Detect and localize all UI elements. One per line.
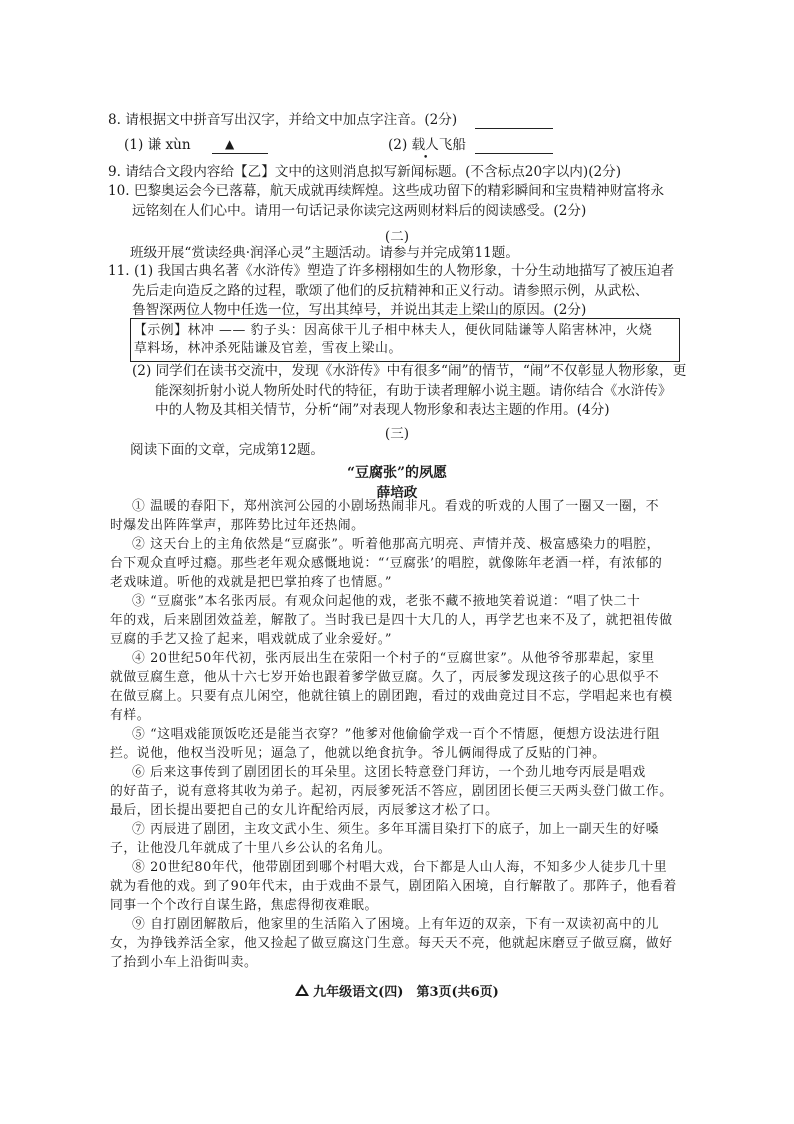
paragraph-line: 拦。说他，他权当没听见；逼急了，他就以绝食抗争。爷儿俩闹得成了反贴的门神。: [110, 746, 606, 761]
article-author: 薛培政: [376, 485, 418, 501]
section-three-heading: (三): [384, 426, 410, 442]
paragraph-line: 了抬到小车上沿街叫卖。: [110, 955, 258, 970]
paragraph-line: ④ 20世纪50年代初，张丙辰出生在荥阳一个村子的“豆腐世家”。从他爷爷那辈起，家里: [132, 651, 655, 666]
paragraph-line: 的好苗子，说有意将其收为弟子。起初，丙辰爹死活不答应，剧团团长便三天两头登门做工作。: [110, 784, 673, 799]
activity-intro: 班级开展“赏读经典·润泽心灵”主题活动。请参与并完成第11题。: [130, 245, 519, 261]
triangle-icon: ▲: [225, 137, 235, 151]
paragraph-line: ⑥ 后来这事传到了剧团团长的耳朵里。这团长特意登门拜访，一个劲儿地夸丙辰是唱戏: [132, 765, 646, 780]
paragraph-line: 时爆发出阵阵掌声，那阵势比过年还热闹。: [110, 518, 365, 533]
page-footer: [0, 981, 794, 1000]
paragraph-line: 同事一个个改行自谋生路，焦虑得彻夜难眠。: [110, 898, 378, 913]
q8-blank-1[interactable]: [212, 153, 268, 154]
paragraph-line: ⑨ 自打剧团解散后，他家里的生活陷入了困境。上有年迈的双亲，下有一双读初高中的儿: [132, 917, 660, 932]
section-two-heading: (二): [384, 229, 410, 245]
reading-instruction: 阅读下面的文章，完成第12题。: [130, 442, 325, 458]
q8-blank-2[interactable]: [475, 153, 553, 154]
q10-line-1: 10. 巴黎奥运会今已落幕，航天成就再续辉煌。这些成功留下的精彩瞬间和宝贵精神财富将永: [108, 183, 665, 199]
paragraph-line: 就为看他的戏。到了90年代末，由于戏曲不景气，剧团陷入困境，自行解散了。那阵子，他看着: [110, 879, 677, 894]
emphasis-dot-icon: •: [423, 153, 429, 163]
q11-2-line-1: (2) 同学们在读书交流中，发现《水浒传》中有很多“闹”的情节，“闹”不仅彰显人物形象，更: [132, 363, 687, 379]
footer-text: 九年级语文(四) 第3页(共6页): [313, 985, 499, 1000]
q11-1-line-2: 先后走向造反之路的过程，歌颂了他们的反抗精神和正义行动。请参照示例，从武松、: [132, 283, 649, 299]
example-line-2: 草料场，林冲杀死陆谦及官差，雪夜上梁山。: [134, 341, 402, 356]
paragraph-line: 最后，团长提出要把自己的女儿许配给丙辰，丙辰爹这才松了口。: [110, 803, 499, 818]
paragraph-line: ⑦ 丙辰进了剧团，主攻文武小生、须生。多年耳濡目染打下的底子，加上一副天生的好嗓: [132, 822, 660, 837]
paragraph-line: ⑤ “这唱戏能顶饭吃还是能当衣穿？”他爹对他偷偷学戏一百个不情愿，便想方设法进行阻: [132, 727, 661, 742]
paragraph-line: 老戏味道。听他的戏就是把巴掌拍疼了也情愿。”: [110, 575, 393, 590]
paragraph-line: 有样。: [110, 708, 151, 723]
q8-item-2: (2) 载人飞船: [388, 137, 466, 153]
paragraph-line: 子，让他没几年就成了十里八乡公认的名角儿。: [110, 841, 392, 856]
example-line-1: 【示例】林冲 —— 豹子头：因高俅干儿子相中林夫人，便伙同陆谦等人陷害林冲，火烧: [134, 323, 653, 338]
q9-stem: 9. 请结合文段内容给【乙】文中的这则消息拟写新闻标题。(不含标点20字以内)(2分): [108, 164, 622, 180]
logo-icon: [295, 984, 309, 999]
paragraph-line: ⑧ 20世纪80年代，他带剧团到哪个村唱大戏，台下都是人山人海，不知多少人徒步几十里: [132, 860, 668, 875]
q11-1-line-1: 11. (1) 我国古典名著《水浒传》塑造了许多栩栩如生的人物形象，十分生动地描写了被压迫者: [108, 263, 675, 279]
paragraph-line: 台下观众直呼过瘾。那些老年观众感慨地说：“‘豆腐张’的唱腔，就像陈年老酒一样，有浓郁的: [110, 556, 663, 571]
paragraph-line: 在做豆腐上。只要有点儿闲空，他就往镇上的剧团跑，看过的戏曲竟过目不忘，学唱起来也有模: [110, 689, 673, 704]
paragraph-line: ① 温暖的春阳下，郑州滨河公园的小剧场热闹非凡。看戏的听戏的人围了一圈又一圈，不: [132, 499, 660, 514]
paragraph-line: 年的戏，后来剧团效益差，解散了。当时我已是四十大几的人，再学艺也来不及了，就把祖传做: [110, 613, 673, 628]
paragraph-line: 女，为挣钱养活全家，他又捡起了做豆腐这门生意。每天天不亮，他就起床磨豆子做豆腐，做好: [110, 936, 673, 951]
q11-2-line-3: 中的人物及其相关情节，分析“闹”对表现人物形象和表达主题的作用。(4分): [155, 402, 610, 418]
q11-1-line-3: 鲁智深两位人物中任选一位，写出其绰号，并说出其走上梁山的原因。(2分): [132, 302, 587, 318]
paragraph-line: ③ “豆腐张”本名张丙辰。有观众问起他的戏，老张不藏不掖地笑着说道：“唱了快二十: [132, 594, 641, 609]
paragraph-line: 豆腐的手艺又捡了起来，唱戏就成了业余爱好。”: [110, 632, 393, 647]
paragraph-line: ② 这天台上的主角依然是“豆腐张”。听着他那高亢明亮、声情并茂、极富感染力的唱腔，: [132, 537, 661, 552]
q10-line-2: 远铭刻在人们心中。请用一句话记录你读完这两则材料后的阅读感受。(2分): [132, 203, 587, 219]
q8-item-1: (1) 谦 xùn: [124, 137, 191, 153]
article-title: “豆腐张”的夙愿: [346, 465, 448, 481]
q11-2-line-2: 能深刻折射小说人物所处时代的特征，有助于读者理解小说主题。请你结合《水浒传》: [155, 383, 672, 399]
q8-stem: 8. 请根据文中拼音写出汉字，并给文中加点字注音。(2分): [108, 112, 458, 128]
q8-answer-line-1: [475, 128, 553, 129]
paragraph-line: 就做豆腐生意，他从十六七岁开始也跟着爹学做豆腐。久了，丙辰爹发现这孩子的心思似乎不: [110, 670, 660, 685]
